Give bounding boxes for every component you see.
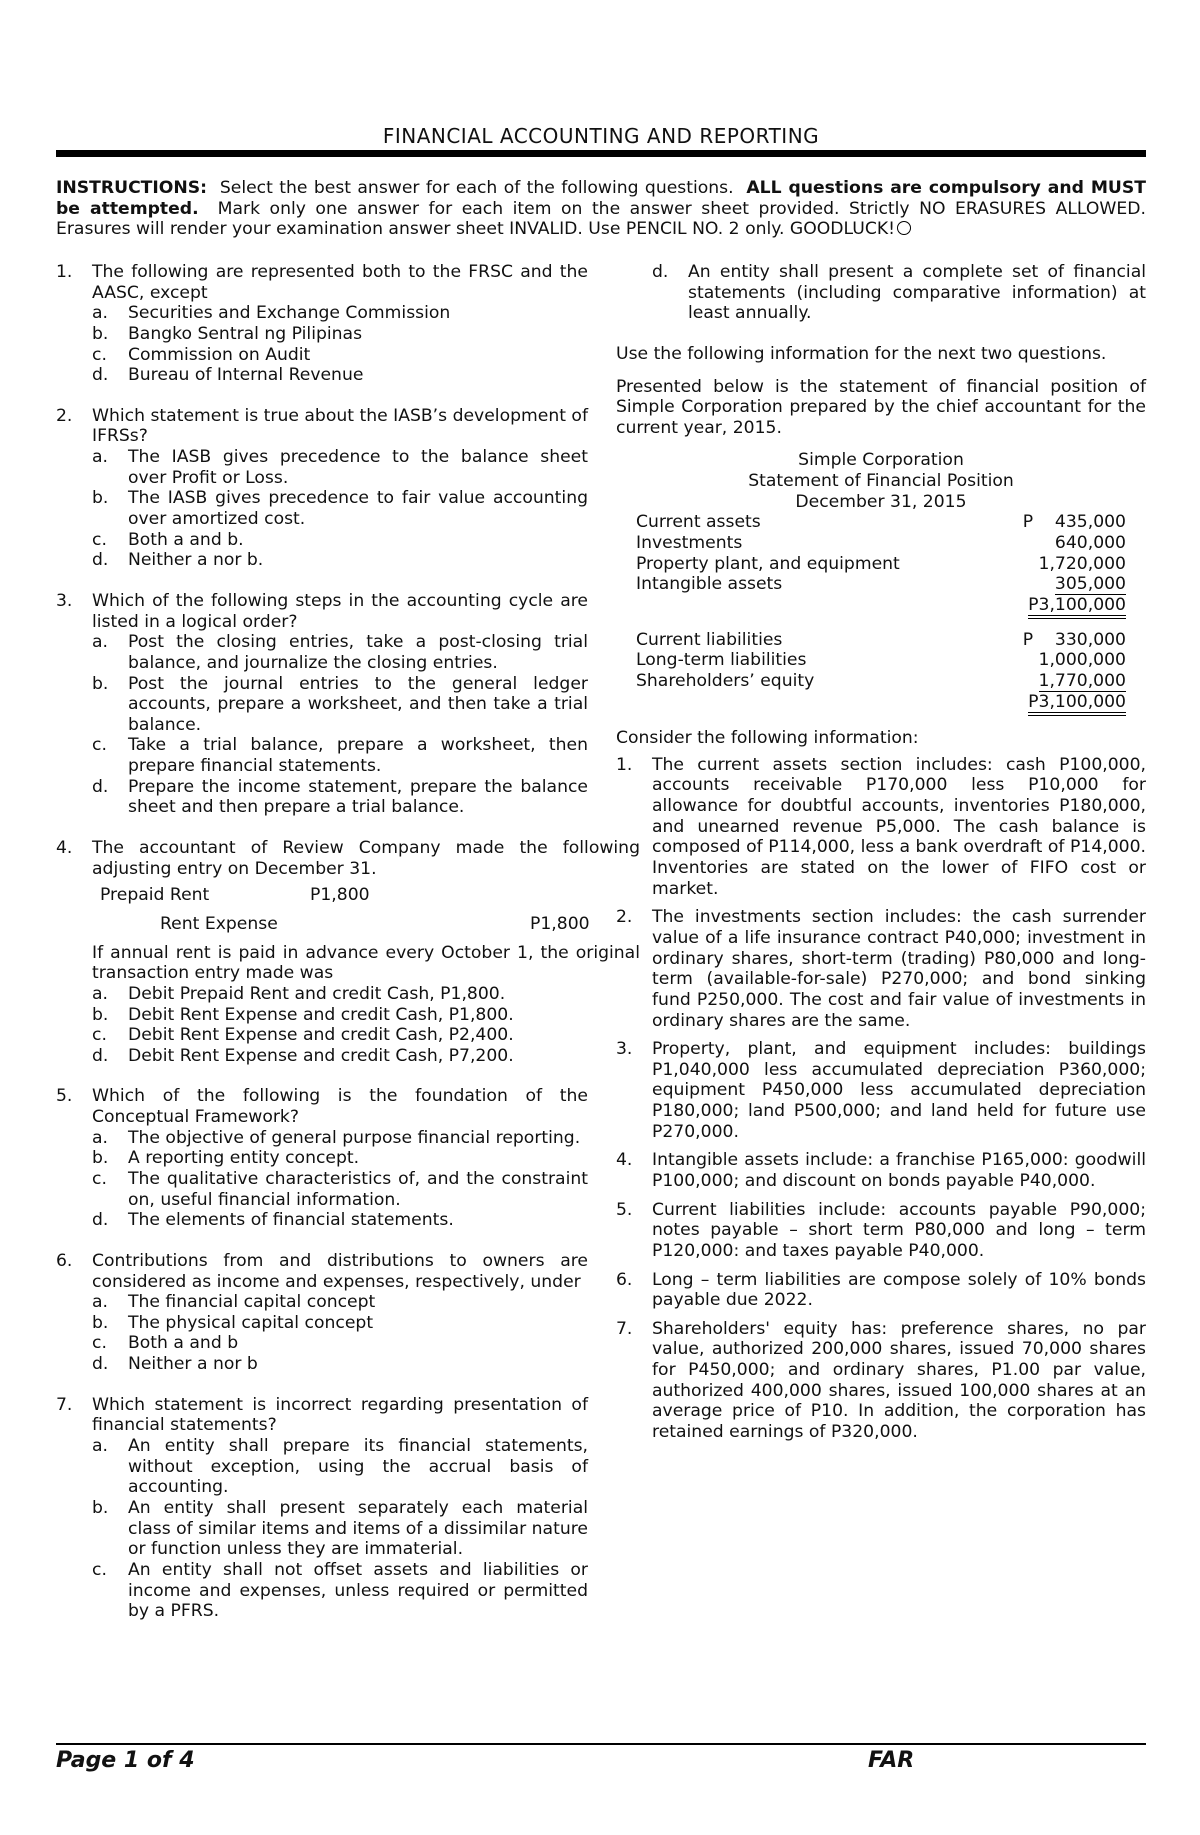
- info-number: 6.: [616, 1269, 633, 1290]
- option-letter: a.: [92, 983, 108, 1004]
- question-text: The following are represented both to the FRSC and the AASC, except: [92, 262, 588, 303]
- question-number: 2.: [56, 405, 73, 426]
- option-a: [92, 447, 588, 488]
- statement-row: [616, 512, 1126, 533]
- option-d: [92, 777, 588, 818]
- option-text: Debit Rent Expense and credit Cash, P7,200.: [128, 1045, 514, 1066]
- option-b: [92, 674, 588, 736]
- option-c: [92, 735, 588, 776]
- question-text: The accountant of Review Company made the following adjusting entry on December 31.: [92, 838, 640, 879]
- option-c: [92, 1025, 640, 1046]
- info-item: [616, 1319, 1146, 1443]
- statement-row: [616, 574, 1126, 595]
- option-text: Post the closing entries, take a post-closing trial balance, and journalize the closing entries.: [128, 632, 588, 673]
- info-text: Shareholders' equity has: preference shares, no par value, authorized 200,000 shares, issued 70,000 shares for P450,000; and ordinary shares, P1.00 par value, authorized 400,000 shares, issued 100,000 shares at an average price of P10. In addition, the corporation has retained earnings of P320,000.: [652, 1318, 1146, 1443]
- question-text: Which statement is true about the IASB’s development of IFRSs?: [92, 405, 588, 447]
- option-a: [92, 1292, 588, 1313]
- option-text: Commission on Audit: [128, 344, 311, 365]
- option-text: Bangko Sentral ng Pilipinas: [128, 323, 363, 344]
- row-amount: 305,000: [1054, 574, 1126, 595]
- option-a: [92, 632, 588, 673]
- option-a: [92, 303, 588, 324]
- option-text: Debit Rent Expense and credit Cash, P1,800.: [128, 1004, 514, 1025]
- option-b: [92, 324, 588, 345]
- question-6: [56, 1251, 588, 1375]
- option-b: [92, 1498, 588, 1560]
- option-letter: a.: [92, 1292, 108, 1313]
- title-rule: [56, 150, 1146, 157]
- liabilities-total: P3,100,000: [1028, 692, 1126, 716]
- page-number: Page 1 of 4: [56, 1748, 195, 1773]
- instructions: [56, 178, 1146, 240]
- question-3: [56, 591, 588, 818]
- option-text: The financial capital concept: [128, 1292, 376, 1313]
- assets-total: P3,100,000: [1028, 595, 1126, 619]
- option-b: [92, 1313, 588, 1334]
- info-text: Property, plant, and equipment includes: buildings P1,040,000 less accumulated depreciation P360,000; equipment P450,000 less accumulated depreciation P180,000; land P500,000; and land held for future use P270,000.: [652, 1039, 1146, 1142]
- info-number: 1.: [616, 754, 633, 775]
- info-number: 4.: [616, 1150, 633, 1171]
- info-text: Intangible assets include: a franchise P165,000: goodwill P100,000; and discount on bonds payable P40,000.: [652, 1150, 1146, 1191]
- option-text: Bureau of Internal Revenue: [128, 365, 364, 386]
- info-item: [616, 1200, 1146, 1262]
- option-letter: b.: [92, 1004, 109, 1025]
- option-a: [92, 1436, 588, 1498]
- option-c: [92, 345, 588, 366]
- option-text: Debit Prepaid Rent and credit Cash, P1,800.: [128, 983, 506, 1004]
- option-letter: a.: [92, 1127, 108, 1148]
- consider-text: Consider the following information:: [616, 728, 919, 749]
- question-number: 1.: [56, 262, 73, 282]
- footer-rule: [56, 1743, 1146, 1745]
- debit-account: Prepaid Rent: [100, 885, 210, 906]
- option-letter: d.: [92, 1045, 109, 1066]
- question-2: [56, 406, 588, 571]
- option-letter: d.: [92, 776, 109, 797]
- debit-amount: P1,800: [310, 885, 370, 906]
- option-letter: d.: [92, 1210, 109, 1231]
- option-letter: a.: [92, 303, 108, 324]
- option-letter: b.: [92, 1497, 109, 1518]
- row-amount: P 435,000: [1022, 512, 1126, 533]
- row-label: Property plant, and equipment: [636, 553, 900, 574]
- option-c: [92, 530, 588, 551]
- option-a: [92, 1128, 588, 1149]
- question-number: 4.: [56, 838, 73, 859]
- credit-amount: P1,800: [530, 913, 590, 934]
- page-title: FINANCIAL ACCOUNTING AND REPORTING: [382, 124, 820, 148]
- option-d: [92, 365, 588, 386]
- instructions-label: INSTRUCTIONS:: [56, 178, 208, 198]
- instructions-text-2: Mark only one answer for each item on the answer sheet provided. Strictly NO ERASURES ALLOWED. Erasures will render your examination answer sheet INVALID. Use PENCIL NO. 2 only. GOODLUCK!: [56, 198, 1146, 240]
- option-text: The objective of general purpose financial reporting.: [128, 1127, 581, 1148]
- instructions-bold: ALL questions are compulsory and MUST be attempted.: [56, 178, 1146, 219]
- option-c: [92, 1333, 588, 1354]
- option-text: Both a and b.: [128, 529, 244, 550]
- info-number: 3.: [616, 1039, 633, 1060]
- question-text: Which statement is incorrect regarding presentation of financial statements?: [92, 1394, 588, 1436]
- question-1: [56, 262, 588, 386]
- option-letter: c.: [92, 1025, 107, 1046]
- option-a: [92, 984, 640, 1005]
- statement-row: [616, 554, 1126, 575]
- option-text: Securities and Exchange Commission: [128, 303, 451, 324]
- option-d: [92, 1046, 640, 1067]
- info-text: The investments section includes: the cash surrender value of a life insurance contract P40,000; investment in ordinary shares, short-term (trading) P80,000 and long-term (available-for-sale) P270,000; and bond sinking fund P250,000. The cost and fair value of investments in ordinary shares are the same.: [652, 907, 1146, 1031]
- row-amount: P 330,000: [1022, 629, 1126, 650]
- info-text: Long – term liabilities are compose solely of 10% bonds payable due 2022.: [652, 1269, 1146, 1311]
- row-amount: 1,720,000: [1038, 553, 1126, 574]
- option-text: Neither a nor b.: [128, 550, 264, 571]
- option-letter: c.: [92, 735, 107, 756]
- option-text: Both a and b: [128, 1333, 239, 1354]
- question-number: 5.: [56, 1086, 73, 1107]
- option-letter: b.: [92, 488, 109, 509]
- info-item: [616, 1039, 1146, 1142]
- option-text: The IASB gives precedence to fair value accounting over amortized cost.: [128, 488, 588, 530]
- journal-entry-credit: [100, 914, 640, 935]
- statement-row: [616, 630, 1126, 651]
- row-label: Current assets: [636, 512, 761, 533]
- option-letter: d.: [652, 262, 669, 282]
- question-4: [56, 838, 640, 1066]
- journal-entry-debit: [100, 885, 640, 906]
- row-amount: 1,000,000: [1038, 650, 1126, 671]
- right-column: [616, 262, 1146, 1451]
- option-letter: c.: [92, 1333, 107, 1354]
- option-letter: b.: [92, 1148, 109, 1169]
- option-text: An entity shall not offset assets and liabilities or income and expenses, unless required or permitted by a PFRS.: [128, 1559, 588, 1622]
- option-b: [92, 1005, 640, 1026]
- statement-total-row: [616, 595, 1126, 616]
- info-number: 2.: [616, 907, 633, 928]
- option-letter: d.: [92, 365, 109, 386]
- option-letter: c.: [92, 529, 107, 550]
- option-letter: d.: [92, 1354, 109, 1375]
- option-letter: c.: [92, 1559, 107, 1580]
- option-letter: a.: [92, 632, 108, 653]
- financial-statement: [616, 450, 1146, 712]
- option-text: Debit Rent Expense and credit Cash, P2,400.: [128, 1025, 514, 1046]
- option-text: A reporting entity concept.: [128, 1148, 360, 1169]
- info-item: [616, 755, 1146, 899]
- question-text: Which of the following steps in the accounting cycle are listed in a logical order?: [92, 590, 588, 632]
- info-item: [616, 1270, 1146, 1311]
- statement-row: [616, 533, 1126, 554]
- row-label: Investments: [636, 533, 743, 554]
- row-label: Long-term liabilities: [636, 650, 807, 671]
- option-text: The elements of financial statements.: [128, 1210, 454, 1231]
- option-text: An entity shall prepare its financial statements, without exception, using the accrual basis of accounting.: [128, 1436, 588, 1498]
- option-letter: a.: [92, 1436, 108, 1457]
- question-number: 6.: [56, 1250, 73, 1271]
- option-text: An entity shall present a complete set of financial statements (including comparative information) at least annually.: [688, 262, 1146, 324]
- question-text: Contributions from and distributions to owners are considered as income and expenses, respectively, under: [92, 1250, 588, 1292]
- option-letter: b.: [92, 1312, 109, 1333]
- left-column: [56, 262, 640, 1642]
- use-info-text: Use the following information for the next two questions.: [616, 343, 1107, 364]
- option-c: [92, 1169, 588, 1210]
- presented-text: Presented below is the statement of financial position of Simple Corporation prepared by the chief accountant for the current year, 2015.: [616, 376, 1146, 438]
- question-5: [56, 1086, 588, 1230]
- question-number: 7.: [56, 1394, 73, 1415]
- smiley-icon: [897, 221, 911, 235]
- row-label: Current liabilities: [636, 629, 783, 650]
- statement-company: Simple Corporation: [798, 450, 964, 471]
- question-text: Which of the following is the foundation of the Conceptual Framework?: [92, 1086, 588, 1128]
- option-b: [92, 488, 588, 529]
- info-text: The current assets section includes: cash P100,000, accounts receivable P170,000 less P10,000 for allowance for doubtful accounts, inventories P180,000, and unearned revenue P5,000. The cash balance is composed of P114,000, less a bank overdraft of P14,000. Inventories are stated on the lower of FIFO cost or market.: [652, 754, 1146, 899]
- option-d: [92, 1354, 588, 1375]
- option-text: Neither a nor b: [128, 1354, 258, 1375]
- option-letter: c.: [92, 1168, 107, 1189]
- statement-row: [616, 650, 1126, 671]
- statement-name: Statement of Financial Position: [748, 471, 1014, 492]
- option-letter: b.: [92, 323, 109, 344]
- statement-total-row: [616, 692, 1126, 713]
- option-text: The qualitative characteristics of, and the constraint on, useful financial information.: [128, 1168, 588, 1210]
- option-letter: a.: [92, 447, 108, 468]
- option-b: [92, 1148, 588, 1169]
- option-letter: d.: [92, 550, 109, 571]
- option-c: [92, 1560, 588, 1622]
- option-text: Prepare the income statement, prepare the balance sheet and then prepare a trial balance.: [128, 776, 588, 818]
- row-amount: 640,000: [1054, 533, 1126, 554]
- option-d: [92, 550, 588, 571]
- row-amount: 1,770,000: [1038, 670, 1126, 691]
- option-d: [92, 1210, 588, 1231]
- option-letter: b.: [92, 673, 109, 694]
- info-number: 5.: [616, 1199, 633, 1220]
- row-label: Shareholders’ equity: [636, 670, 815, 691]
- statement-row: [616, 671, 1126, 692]
- option-letter: c.: [92, 344, 107, 365]
- question-7-option-d: [652, 262, 1146, 324]
- option-text: Take a trial balance, prepare a worksheet, then prepare financial statements.: [128, 735, 588, 777]
- info-item: [616, 1150, 1146, 1191]
- info-item: [616, 907, 1146, 1031]
- option-text: Post the journal entries to the general ledger accounts, prepare a worksheet, and then take a trial balance.: [128, 673, 588, 735]
- credit-account: Rent Expense: [160, 913, 278, 934]
- question-text-after: If annual rent is paid in advance every October 1, the original transaction entry made was: [92, 942, 640, 984]
- option-text: An entity shall present separately each material class of similar items and items of a dissimilar nature or function unless they are immaterial.: [128, 1497, 588, 1560]
- statement-date: December 31, 2015: [795, 491, 967, 512]
- option-text: The physical capital concept: [128, 1312, 374, 1333]
- row-label: Intangible assets: [636, 574, 783, 595]
- question-number: 3.: [56, 590, 73, 611]
- info-text: Current liabilities include: accounts payable P90,000; notes payable – short term P80,000 and long – term P120,000: and taxes payable P40,000.: [652, 1199, 1146, 1261]
- question-7: [56, 1395, 588, 1622]
- info-number: 7.: [616, 1318, 633, 1339]
- instructions-text-1: Select the best answer for each of the following questions.: [219, 178, 734, 198]
- subject-code: FAR: [868, 1748, 915, 1773]
- option-text: The IASB gives precedence to the balance sheet over Profit or Loss.: [128, 447, 588, 488]
